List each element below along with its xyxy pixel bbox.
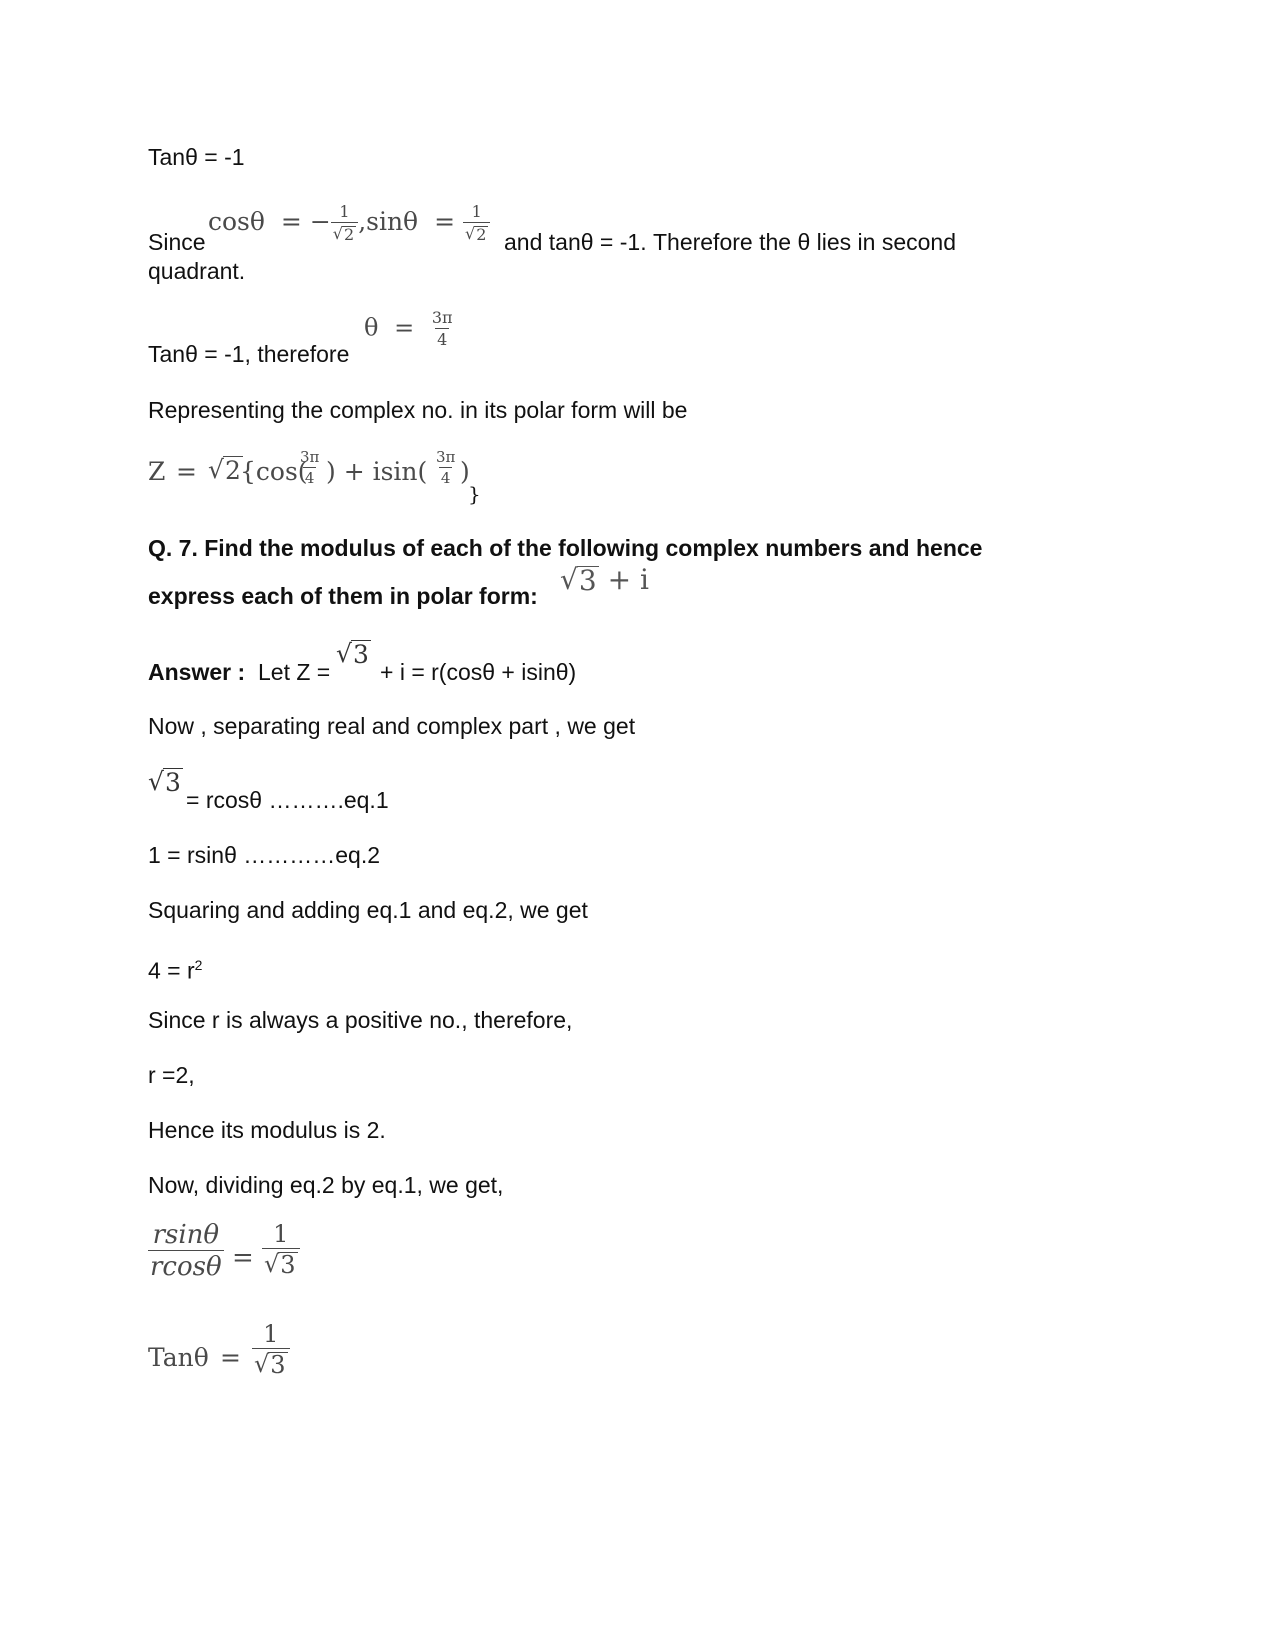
theta-expression: θ = $\frac{3\pi}{4}$ [364,308,453,349]
answer-label: Answer : [148,659,246,685]
squaring-line: Squaring and adding eq.1 and eq.2, we get [148,897,588,923]
question-heading: Q. 7. Find the modulus of each of the following complex numbers and hence [148,535,983,561]
representing-line: Representing the complex no. in its polar form will be [148,397,688,423]
root-2: √ 2 [208,455,241,485]
fraction-3pi-over-4-b: $\frac{3\pi}{4}$ [436,448,456,487]
tan-one-over-root3: 1 √ 3 [252,1322,290,1377]
document-page: Tanθ = -1 Since cosθ = − 1 √ 2 ,sinθ = 1 √ 2 and tanθ = -1. Therefore the θ lies in second quadrant. Tanθ = -1, therefore θ = $\frac{3\pi}{4}$ Representing the complex no. in its polar form will be Z = √ 2 {cos( $\frac{3\pi}{4}$ ) + isin( $\frac{3\pi}{4}$ ) } Q. 7. Find the modulus of each of the following complex numbers and hence express each of them in polar form: √ 3 + i Answer : Let Z = √ 3 + i = r(cosθ + isinθ) Now , separating real and complex part , we get √ 3 = rcosθ ……….eq.1 1 = rsinθ …………eq.2 Squaring and adding eq.1 and eq.2, we get $4 = r^2$ Since r is always a positive no., therefore, r =2, Hence its modulus is 2. Now, dividing eq.2 by eq.1, we get, $\frac{rsin\theta}{rcos\theta}$ = 1 √ 3 Tanθ = 1 √ 3 [148,144,983,1379]
minus-sign: − [309,207,331,236]
root3: √ 3 [336,639,369,669]
sin-lhs: ,sinθ [358,207,419,236]
modulus-line: Hence its modulus is 2. [148,1117,386,1143]
since-text: and tanθ = -1. Therefore the θ lies in second [504,229,956,255]
r-equals-2-line: r =2, [148,1062,195,1088]
cos-expression: cosθ = − 1 √ 2 ,sinθ = 1 √ 2 [208,204,490,243]
since-word: Since [148,229,206,255]
eq2-line: 1 = rsinθ …………eq.2 [148,842,381,868]
fraction-one-over-root2: 1 √ 2 [331,204,358,243]
root3-eq1: √ 3 [148,767,181,797]
fraction-3pi-over-4: $\frac{3\pi}{4}$ [431,308,453,349]
cos-equals: = [280,207,302,236]
one-over-root3: 1 √ 3 [262,1222,300,1277]
dividing-line: Now, dividing eq.2 by eq.1, we get, [148,1172,504,1198]
separating-line: Now , separating real and complex part , we get [148,713,636,739]
root3-plus-i: √ 3 + i [560,563,649,597]
cos-lhs: cosθ [208,207,265,236]
tan-equation-line: Tanθ = -1 [148,144,245,170]
fraction-3pi-over-4-a: $\frac{3\pi}{4}$ [300,448,320,487]
four-equals-r-squared: $4 = r^2$ [148,957,203,984]
rsin-over-rcos: $\frac{rsin\theta}{rcos\theta}$ [150,1220,222,1282]
fraction-one-over-root2-b: 1 √ 2 [463,204,490,243]
theta-text: Tanθ = -1, therefore [148,341,350,367]
quadrant-line: quadrant. [148,258,246,284]
since-r-line: Since r is always a positive no., therefore, [148,1007,573,1033]
